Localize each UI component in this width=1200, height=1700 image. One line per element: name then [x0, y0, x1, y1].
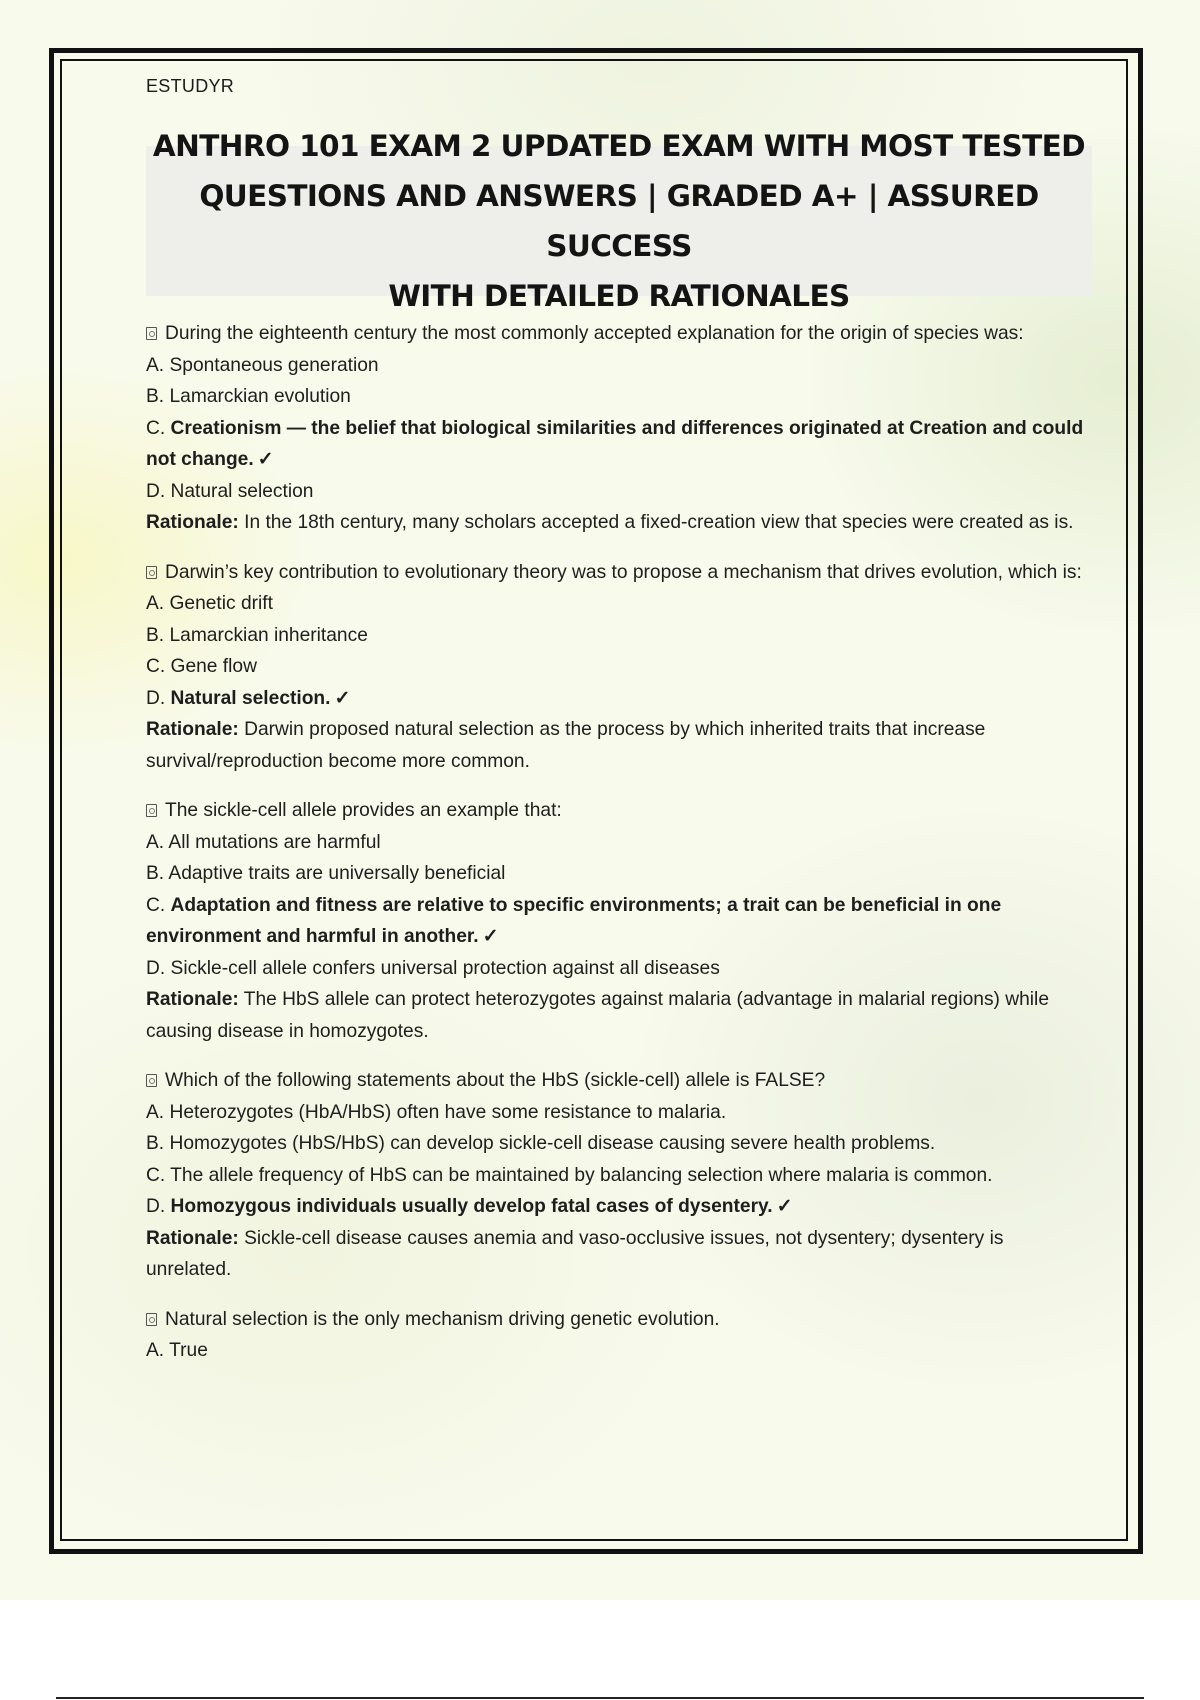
option-letter: C. [146, 417, 166, 439]
option-text: Homozygotes (HbS/HbS) can develop sickle-cell disease causing severe health problems. [169, 1133, 936, 1154]
question-list [146, 318, 1092, 1385]
rationale-label: Rationale: [146, 989, 239, 1010]
title-box [146, 129, 1092, 313]
option-letter: A. [146, 1101, 165, 1123]
question-block [146, 795, 1092, 1047]
option-text: Natural selection. [170, 687, 331, 709]
rationale [146, 714, 1092, 777]
document-title [146, 121, 1092, 321]
question-prompt [146, 557, 1092, 589]
option-letter: A. [146, 1340, 165, 1361]
answer-option [146, 1160, 1092, 1192]
answer-option [146, 953, 1092, 985]
check-mark-icon: ✓ [334, 687, 351, 709]
option-text: True [169, 1340, 208, 1361]
answer-option-correct [146, 683, 1092, 715]
option-letter: D. [146, 687, 166, 709]
question-bullet-icon [146, 1074, 157, 1087]
question-prompt [146, 795, 1092, 827]
question-bullet-icon [146, 804, 157, 817]
question-block [146, 557, 1092, 778]
option-letter: A. [146, 354, 165, 376]
answer-option [146, 381, 1092, 413]
question-bullet-icon [146, 327, 157, 340]
option-letter: B. [146, 624, 165, 646]
answer-option [146, 1128, 1092, 1160]
check-mark-icon: ✓ [482, 926, 499, 947]
option-letter: B. [146, 863, 165, 884]
question-bullet-icon [146, 566, 157, 579]
answer-option [146, 1335, 1092, 1367]
option-letter: C. [146, 656, 166, 677]
rationale-label: Rationale: [146, 1227, 239, 1249]
question-block [146, 1304, 1092, 1367]
question-text: Natural selection is the only mechanism driving genetic evolution. [165, 1308, 720, 1330]
question-block [146, 318, 1092, 539]
option-text: Creationism — the belief that biological similarities and differences originated at Creation and could not change. [146, 417, 1084, 470]
question-text: Darwin’s key contribution to evolutionary theory was to propose a mechanism that drives evolution, which is: [165, 561, 1082, 583]
option-text: Genetic drift [169, 593, 273, 614]
option-letter: B. [146, 386, 165, 407]
option-text: Natural selection [170, 480, 314, 502]
option-text: Adaptation and fitness are relative to specific environments; a trait can be beneficial in one environment and harmful in another. [146, 894, 1002, 947]
answer-option [146, 350, 1092, 382]
answer-option-correct [146, 1191, 1092, 1223]
answer-option [146, 1097, 1092, 1129]
question-text: Which of the following statements about the HbS (sickle-cell) allele is FALSE? [165, 1070, 826, 1091]
option-text: Lamarckian inheritance [169, 624, 368, 646]
check-mark-icon: ✓ [257, 449, 274, 470]
answer-option-correct [146, 413, 1092, 476]
option-text: Lamarckian evolution [169, 386, 351, 407]
title-line: WITH DETAILED RATIONALES [388, 279, 850, 313]
option-letter: A. [146, 831, 165, 853]
rationale-text: In the 18th century, many scholars accepted a fixed-creation view that species were created as is. [244, 512, 1074, 533]
rationale-text: Sickle-cell disease causes anemia and vaso-occlusive issues, not dysentery; dysentery is unrelated. [146, 1227, 1004, 1280]
rationale [146, 1223, 1092, 1286]
option-text: The allele frequency of HbS can be maintained by balancing selection where malaria is common. [170, 1164, 993, 1186]
option-text: Gene flow [170, 656, 257, 677]
rationale-text: The HbS allele can protect heterozygotes against malaria (advantage in malarial regions) while causing disease in homozygotes. [146, 989, 1049, 1042]
option-text: Spontaneous generation [169, 354, 379, 376]
rationale-text: Darwin proposed natural selection as the process by which inherited traits that increase survival/reproduction become more common. [146, 719, 986, 772]
question-prompt [146, 318, 1092, 350]
question-prompt [146, 1304, 1092, 1336]
rationale-label: Rationale: [146, 512, 239, 533]
answer-option [146, 476, 1092, 508]
question-block [146, 1065, 1092, 1286]
brand-header: ESTUDYR [146, 76, 235, 96]
question-text: The sickle-cell allele provides an example that: [165, 800, 562, 821]
footer-rule [56, 1697, 1144, 1699]
answer-option-correct [146, 890, 1092, 953]
option-text: Adaptive traits are universally beneficial [168, 863, 506, 884]
option-text: Homozygous individuals usually develop fatal cases of dysentery. [170, 1196, 773, 1217]
rationale [146, 507, 1092, 539]
question-text: During the eighteenth century the most commonly accepted explanation for the origin of species was: [165, 323, 1024, 344]
rationale-label: Rationale: [146, 719, 239, 740]
option-letter: A. [146, 593, 165, 614]
option-letter: C. [146, 894, 166, 916]
page-bottom-margin [0, 1600, 1200, 1700]
option-letter: D. [146, 957, 166, 979]
option-text: Sickle-cell allele confers universal protection against all diseases [170, 957, 720, 979]
option-letter: C. [146, 1164, 166, 1186]
answer-option [146, 588, 1092, 620]
question-prompt [146, 1065, 1092, 1097]
answer-option [146, 651, 1092, 683]
option-letter: D. [146, 480, 166, 502]
option-letter: D. [146, 1196, 166, 1217]
check-mark-icon: ✓ [776, 1196, 793, 1217]
answer-option [146, 827, 1092, 859]
title-line: QUESTIONS AND ANSWERS | GRADED A+ | ASSURED SUCCESS [199, 179, 1039, 263]
answer-option [146, 858, 1092, 890]
answer-option [146, 620, 1092, 652]
rationale [146, 984, 1092, 1047]
option-text: All mutations are harmful [168, 831, 381, 853]
option-letter: B. [146, 1133, 165, 1154]
question-bullet-icon [146, 1313, 157, 1326]
title-line: ANTHRO 101 EXAM 2 UPDATED EXAM WITH MOST TESTED [152, 129, 1086, 163]
option-text: Heterozygotes (HbA/HbS) often have some resistance to malaria. [169, 1101, 727, 1123]
